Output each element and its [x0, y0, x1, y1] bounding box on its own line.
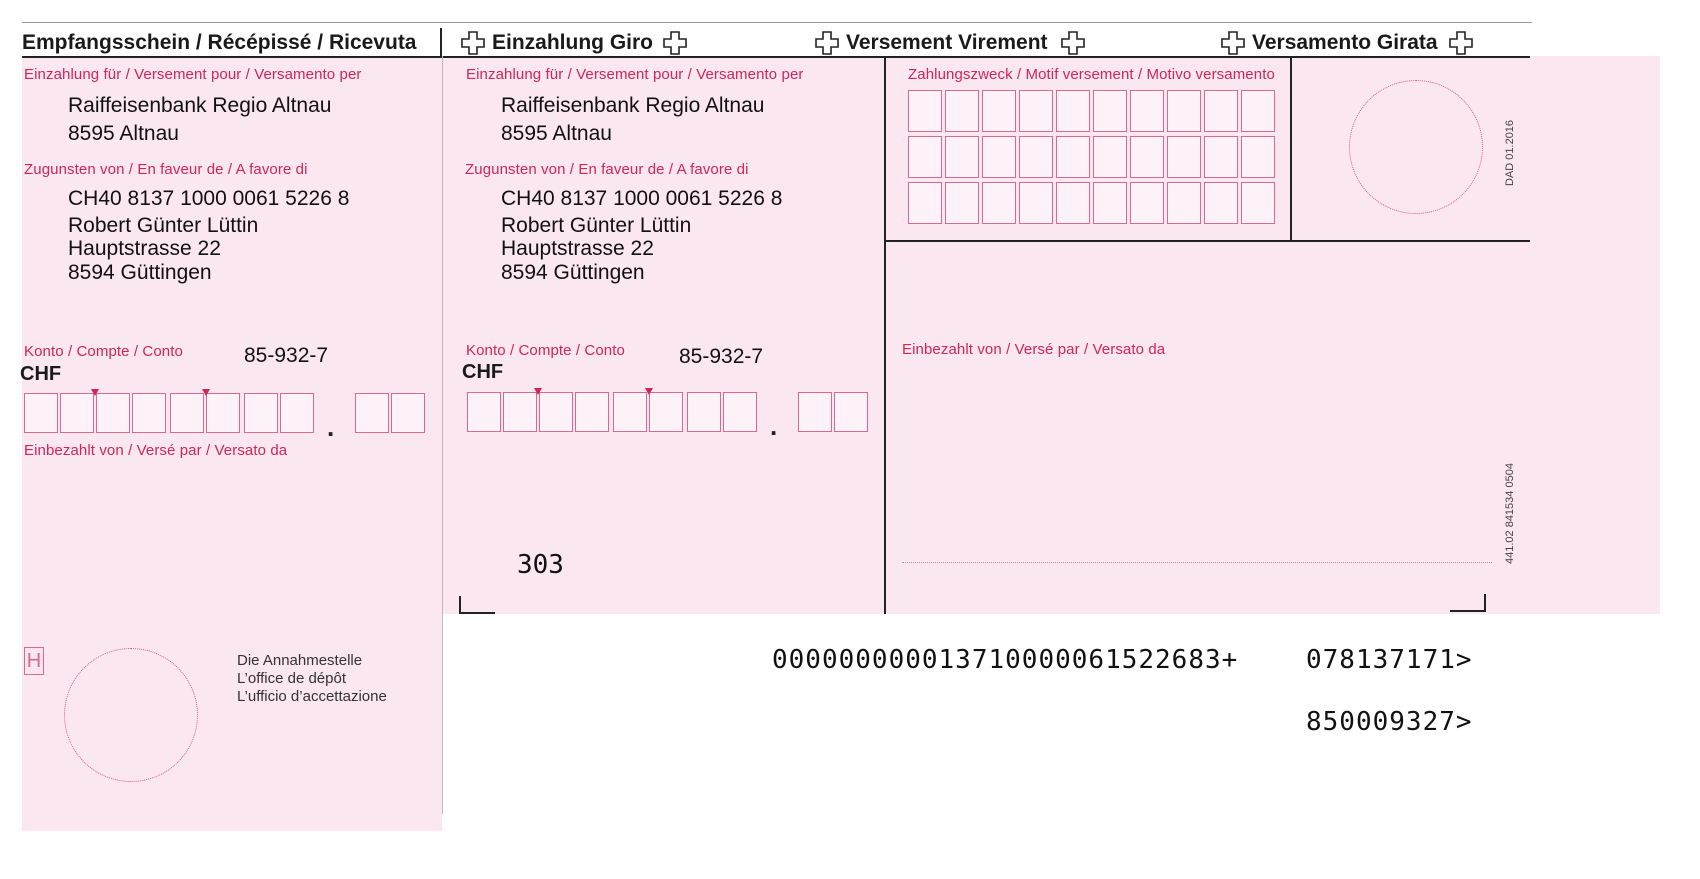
- giro-beneficiary-city: 8594 Güttingen: [501, 261, 645, 284]
- girata-title: Versamento Girata: [1252, 31, 1438, 54]
- payment-purpose-box[interactable]: [1241, 90, 1275, 132]
- giro-amount-box[interactable]: [503, 392, 537, 432]
- payment-purpose-box[interactable]: [982, 90, 1016, 132]
- payment-purpose-box[interactable]: [1167, 90, 1201, 132]
- payment-purpose-label: Zahlungszweck / Motif versement / Motivo versamento: [908, 66, 1275, 83]
- receipt-bank-city: 8595 Altnau: [68, 122, 179, 145]
- swiss-cross-icon: [1448, 30, 1474, 56]
- payment-purpose-box[interactable]: [1056, 90, 1090, 132]
- receipt-beneficiary-street: Hauptstrasse 22: [68, 237, 221, 260]
- receipt-beneficiary-name: Robert Günter Lüttin: [68, 214, 259, 237]
- giro-cents-box[interactable]: [834, 392, 868, 432]
- virement-title: Versement Virement: [846, 31, 1048, 54]
- payment-purpose-box[interactable]: [1204, 90, 1238, 132]
- giro-cents-box[interactable]: [798, 392, 832, 432]
- payment-purpose-box[interactable]: [1019, 182, 1053, 224]
- purpose-bottom-rule: [884, 240, 1530, 242]
- decimal-point: .: [327, 412, 335, 442]
- giro-amount-box[interactable]: [649, 392, 683, 432]
- receipt-amount-box[interactable]: [280, 393, 314, 433]
- thousands-marker: [534, 388, 542, 395]
- swiss-cross-icon: [460, 30, 486, 56]
- giro-stamp-circle: [1349, 80, 1483, 214]
- giro-amount-box[interactable]: [613, 392, 647, 432]
- section-divider: [884, 56, 886, 614]
- payment-purpose-box[interactable]: [1167, 136, 1201, 178]
- receipt-amount-box[interactable]: [132, 393, 166, 433]
- payment-purpose-box[interactable]: [945, 90, 979, 132]
- acceptance-office-line1: Die Annahmestelle: [237, 652, 363, 669]
- giro-paid-by-label: Einbezahlt von / Versé par / Versato da: [902, 341, 1166, 358]
- payment-purpose-box[interactable]: [945, 182, 979, 224]
- payment-purpose-box[interactable]: [1204, 182, 1238, 224]
- payment-purpose-box[interactable]: [982, 182, 1016, 224]
- acceptance-office-line2: L’office de dépôt: [237, 670, 346, 687]
- payment-purpose-box[interactable]: [945, 136, 979, 178]
- giro-account-label: Konto / Compte / Conto: [466, 342, 625, 359]
- receipt-beneficiary-city: 8594 Güttingen: [68, 261, 212, 284]
- receipt-stamp-circle: [64, 648, 198, 782]
- giro-amount-box[interactable]: [723, 392, 757, 432]
- receipt-in-favour-label: Zugunsten von / En faveur de / A favore di: [24, 161, 308, 178]
- giro-account-number: 85-932-7: [679, 345, 764, 368]
- clearing-code-line: 078137171>: [1306, 645, 1473, 675]
- swiss-cross-icon: [814, 30, 840, 56]
- payment-purpose-box[interactable]: [1093, 90, 1127, 132]
- receipt-currency: CHF: [20, 363, 62, 385]
- payment-purpose-box[interactable]: [1130, 136, 1164, 178]
- payment-slip: [22, 22, 1680, 875]
- receipt-amount-box[interactable]: [170, 393, 204, 433]
- payment-purpose-box[interactable]: [908, 90, 942, 132]
- giro-in-favour-label: Zugunsten von / En faveur de / A favore di: [465, 161, 749, 178]
- payment-purpose-box[interactable]: [1019, 136, 1053, 178]
- receipt-amount-box[interactable]: [60, 393, 94, 433]
- payment-purpose-box[interactable]: [1093, 136, 1127, 178]
- receipt-bank-name: Raiffeisenbank Regio Altnau: [68, 94, 332, 117]
- payment-purpose-box[interactable]: [1241, 136, 1275, 178]
- receipt-amount-box[interactable]: [24, 393, 58, 433]
- payment-purpose-box[interactable]: [908, 136, 942, 178]
- giro-amount-box[interactable]: [539, 392, 573, 432]
- giro-amount-box[interactable]: [575, 392, 609, 432]
- thousands-marker: [645, 388, 653, 395]
- giro-iban: CH40 8137 1000 0061 5226 8: [501, 187, 783, 210]
- receipt-deposit-for-label: Einzahlung für / Versement pour / Versamento per: [24, 66, 362, 83]
- form-number-code: 441.02 841534 0504: [1504, 463, 1516, 564]
- giro-currency: CHF: [462, 361, 504, 383]
- swiss-cross-icon: [662, 30, 688, 56]
- giro-bank-name: Raiffeisenbank Regio Altnau: [501, 94, 765, 117]
- top-edge: [22, 22, 1532, 23]
- giro-deposit-for-label: Einzahlung für / Versement pour / Versamento per: [466, 66, 804, 83]
- receipt-cents-box[interactable]: [391, 393, 425, 433]
- corner-mark-right: [1450, 594, 1486, 612]
- swiss-cross-icon: [1060, 30, 1086, 56]
- account-code-line: 850009327>: [1306, 707, 1473, 737]
- receipt-paid-by-label: Einbezahlt von / Versé par / Versato da: [24, 442, 288, 459]
- receipt-title: Empfangsschein / Récépissé / Ricevuta: [22, 31, 417, 54]
- header-rule: [22, 56, 1530, 58]
- payment-purpose-box[interactable]: [1167, 182, 1201, 224]
- giro-bank-city: 8595 Altnau: [501, 122, 612, 145]
- receipt-amount-box[interactable]: [206, 393, 240, 433]
- giro-amount-box[interactable]: [467, 392, 501, 432]
- payment-purpose-box[interactable]: [1241, 182, 1275, 224]
- giro-amount-box[interactable]: [687, 392, 721, 432]
- giro-title: Einzahlung Giro: [492, 31, 653, 54]
- swiss-cross-icon: [1220, 30, 1246, 56]
- receipt-iban: CH40 8137 1000 0061 5226 8: [68, 187, 350, 210]
- decimal-point: .: [770, 411, 778, 441]
- receipt-account-number: 85-932-7: [244, 344, 329, 367]
- acceptance-marker: H: [24, 647, 44, 675]
- acceptance-office-line3: L’ufficio d’accettazione: [237, 688, 387, 705]
- payment-purpose-box[interactable]: [1019, 90, 1053, 132]
- paid-by-line: [902, 562, 1492, 564]
- receipt-amount-box[interactable]: [244, 393, 278, 433]
- handwritten-number: 303: [517, 550, 564, 580]
- receipt-divider: [442, 56, 443, 814]
- payment-purpose-box[interactable]: [1056, 182, 1090, 224]
- purpose-divider: [1290, 56, 1292, 241]
- thousands-marker: [202, 389, 210, 396]
- payment-purpose-box[interactable]: [982, 136, 1016, 178]
- thousands-marker: [91, 389, 99, 396]
- payment-purpose-box[interactable]: [908, 182, 942, 224]
- payment-purpose-box[interactable]: [1130, 90, 1164, 132]
- payment-purpose-box[interactable]: [1056, 136, 1090, 178]
- payment-purpose-box[interactable]: [1130, 182, 1164, 224]
- form-date-code: DAD 01.2016: [1504, 119, 1516, 186]
- payment-purpose-box[interactable]: [1204, 136, 1238, 178]
- reference-code-line: 000000000013710000061522683+: [772, 645, 1239, 675]
- receipt-amount-box[interactable]: [96, 393, 130, 433]
- receipt-cents-box[interactable]: [355, 393, 389, 433]
- corner-mark-left: [459, 596, 495, 614]
- payment-purpose-box[interactable]: [1093, 182, 1127, 224]
- header-divider: [440, 28, 442, 56]
- giro-beneficiary-name: Robert Günter Lüttin: [501, 214, 692, 237]
- giro-beneficiary-street: Hauptstrasse 22: [501, 237, 654, 260]
- receipt-account-label: Konto / Compte / Conto: [24, 343, 183, 360]
